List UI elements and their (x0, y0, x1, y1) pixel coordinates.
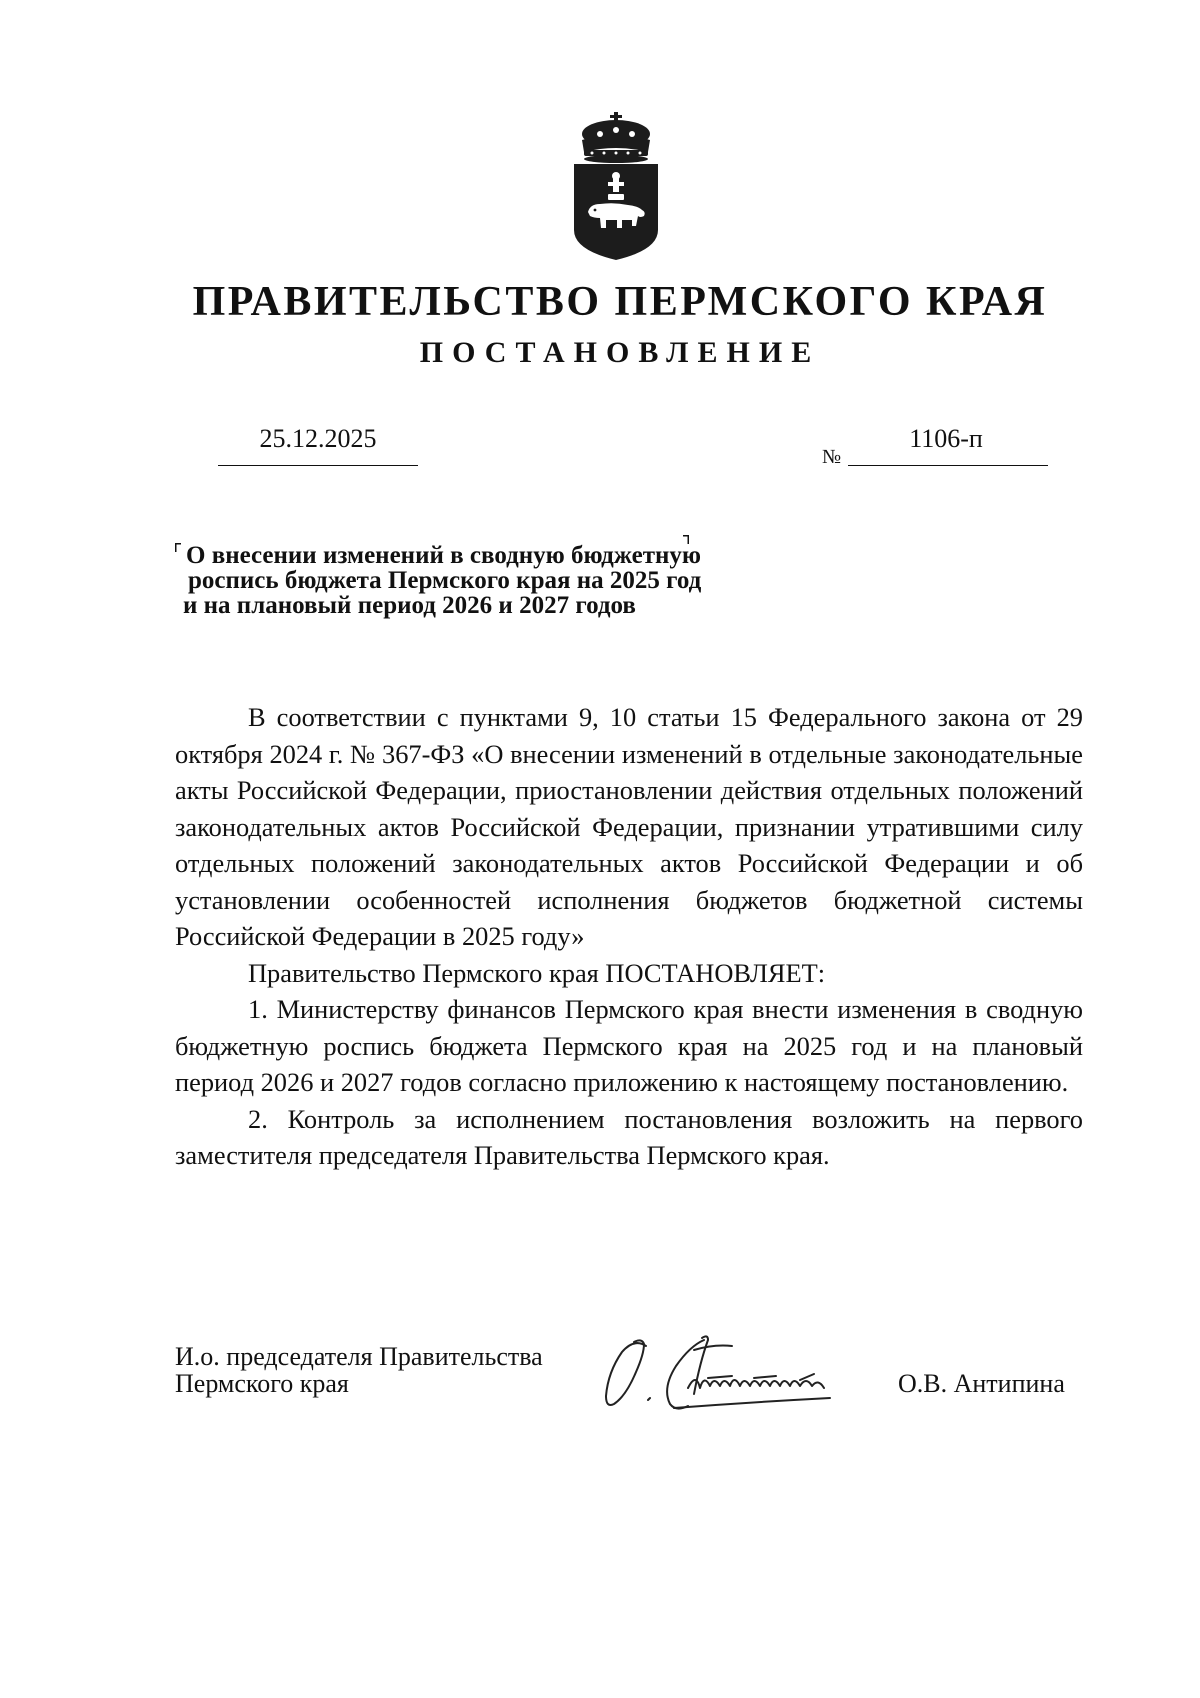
number-underline (848, 465, 1048, 466)
signer-position-line: Пермского края (175, 1369, 349, 1398)
date-field (218, 424, 418, 464)
signer-position (175, 1343, 543, 1397)
preamble-paragraph: В соответствии с пунктами 9, 10 статьи 15 Федерального закона от 29 октября 2024 г. № 367-ФЗ «О внесении изменений в отдельные законодательные акты Российской Федерации, приостановлении действия отдельных положений законодательных актов Российской Федерации, признании утратившими силу отдельных положений законодательных актов Российской Федерации и об установлении особенностей исполнения бюджетов бюджетной системы Российской Федерации в 2025 году» (175, 702, 1083, 951)
document-number: 1106-п (909, 424, 983, 453)
document-date: 25.12.2025 (259, 424, 377, 453)
document-subject (183, 542, 786, 619)
clause-2-paragraph: 2. Контроль за исполнением постановления возложить на первого заместителя председателя Правительства Пермского края. (175, 1103, 1083, 1170)
clause-1-paragraph: 1. Министерству финансов Пермского края внести изменения в сводную бюджетную роспись бюджета Пермского края на 2025 год и на плановый период 2026 и 2027 годов согласно приложению к настоящему постановлению. (175, 994, 1083, 1097)
subject-line: роспись бюджета Пермского края на 2025 год (188, 567, 702, 594)
coat-of-arms-emblem (570, 112, 662, 262)
subject-line: О внесении изменений в сводную бюджетную (186, 542, 702, 569)
subject-corner-mark-left (175, 543, 181, 552)
subject-line: и на плановый период 2026 и 2027 годов (183, 592, 636, 619)
organization-title: ПРАВИТЕЛЬСТВО ПЕРМСКОГО КРАЯ (192, 279, 1048, 325)
resolution-paragraph: Правительство Пермского края ПОСТАНОВЛЯЕТ: (248, 957, 826, 988)
date-underline (218, 465, 418, 466)
document-type-heading: ПОСТАНОВЛЕНИЕ (419, 336, 821, 369)
signer-position-line: И.о. председателя Правительства (175, 1342, 543, 1371)
number-label: № (822, 446, 842, 468)
handwritten-signature (604, 1332, 904, 1416)
signer-name: О.В. Антипина (898, 1369, 1065, 1398)
document-body (175, 699, 1083, 1174)
